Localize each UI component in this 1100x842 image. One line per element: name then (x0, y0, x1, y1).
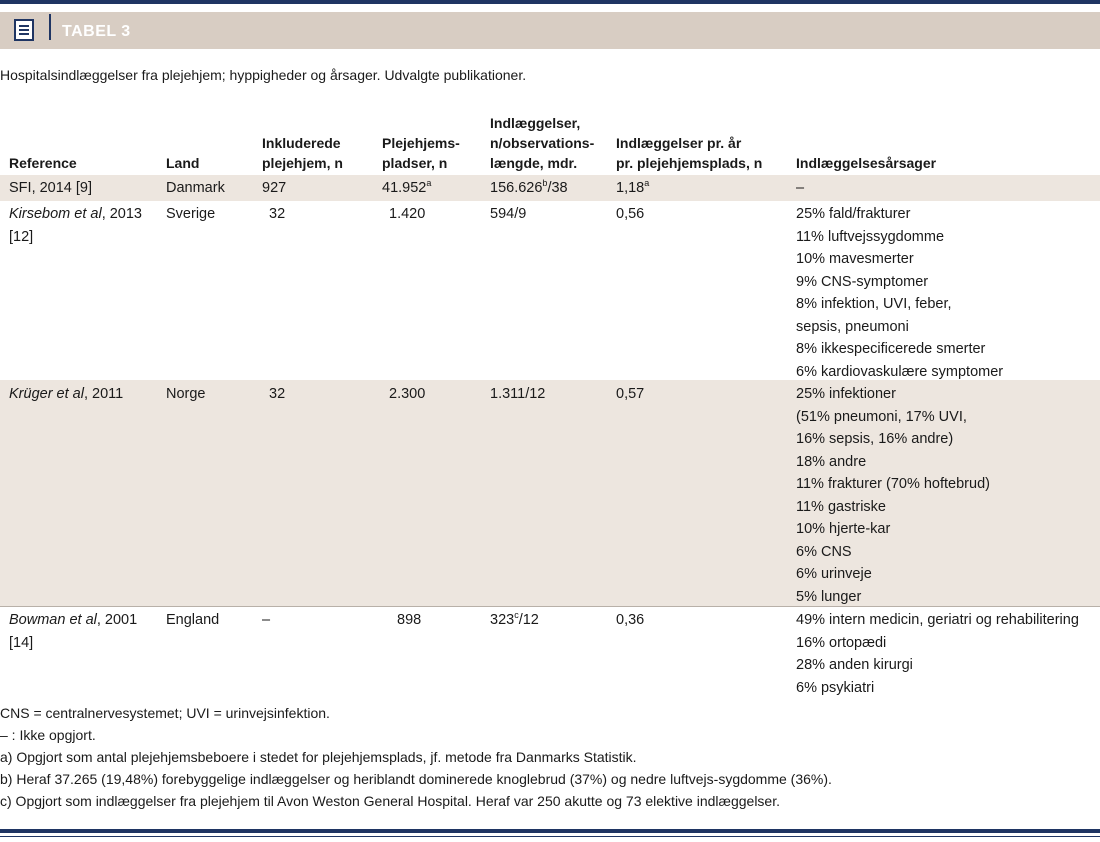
cell-land: Sverige (166, 206, 216, 222)
footnote-a: a) Opgjort som antal plejehjemsbeboere i stedet for plejehjemsplads, jf. metode fra Danmarks Statistik. (0, 749, 637, 765)
cell-inkluderede: 32 (269, 386, 286, 402)
cell-land: England (166, 612, 220, 628)
header-indl-line1: Indlæggelser, (490, 115, 581, 131)
cell-aarsager: 25% fald/frakturer 11% luftvejssygdomme 10% mavesmerter 9% CNS-symptomer 8% infektion, UVI, feber, sepsis, pneumoni 8% ikkespecificerede smerter 6% kardiovaskulære symptomer (796, 206, 1004, 380)
header-inkluderede (262, 133, 343, 173)
cell-aarsager: 49% intern medicin, geriatri og rehabilitering 16% ortopædi 28% anden kirurgi 6% psykiatri (796, 612, 1079, 696)
footnote-c: c) Opgjort som indlæggelser fra plejehjem til Avon Weston General Hospital. Heraf var 250 akutte og 73 elektive indlæggelser. (0, 793, 781, 809)
footnote-b: b) Heraf 37.265 (19,48%) forebyggelige indlæggelser og heriblandt dominerede knoglebrud (37%) og nedre luftvejs-sygdomme (36%). (0, 771, 832, 787)
bottom-rule (0, 829, 1100, 833)
cell-pladser: 898 (397, 612, 422, 628)
top-rule (0, 0, 1100, 4)
header-pladser (382, 133, 460, 173)
cell-reference: Krüger et al, 2011 (9, 386, 124, 402)
header-land: Land (166, 155, 200, 171)
cell-inkluderede: – (262, 612, 271, 628)
cell-pr-aar: 0,36 (616, 612, 645, 628)
cell-reference: Bowman et al, 2001 [14] (9, 612, 138, 651)
document-icon (14, 19, 34, 41)
header-inkluderede-line1: Inkluderede (262, 135, 341, 151)
header-prar-line2: pr. plejehjemsplads, n (616, 155, 763, 171)
header-aarsager: Indlæggelsesårsager (796, 155, 937, 171)
cell-pr-aar: 0,56 (616, 206, 645, 222)
cell-reference: SFI, 2014 [9] (9, 180, 93, 196)
header-indl-line2: n/observations- (490, 135, 595, 151)
cell-pr-aar: 0,57 (616, 386, 645, 402)
cell-pr-aar: 1,18$^a$ (616, 178, 650, 196)
cell-indlaeggelser: 594/9 (490, 206, 527, 222)
header-indl-line3: længde, mdr. (490, 155, 578, 171)
bottom-rule-thin (0, 836, 1100, 837)
header-indlaeggelser (490, 113, 594, 173)
header-inkluderede-line2: plejehjem, n (262, 155, 343, 171)
header-pladser-line2: pladser, n (382, 155, 448, 171)
cell-aarsager: 25% infektioner (51% pneumoni, 17% UVI, 16% sepsis, 16% andre) 18% andre 11% frakturer (70% hoftebrud) 11% gastriske 10% hjerte-kar 6% CNS 6% urinveje 5% lunger (796, 386, 990, 605)
cell-land: Danmark (166, 180, 225, 196)
cell-pladser: 41.952$^a$ (382, 178, 432, 196)
cell-reference: Kirsebom et al, 2013 [12] (9, 206, 143, 245)
icon-separator (49, 14, 51, 40)
cell-pladser: 1.420 (389, 206, 426, 222)
table-label: TABEL 3 (62, 23, 131, 40)
cell-indlaeggelser: 1.311/12 (490, 386, 546, 402)
cell-land: Norge (166, 386, 206, 402)
cell-inkluderede: 32 (269, 206, 286, 222)
header-pladser-line1: Plejehjems- (382, 135, 460, 151)
cell-inkluderede: 927 (262, 180, 287, 196)
cell-aarsager: – (796, 180, 805, 196)
header-pr-aar (616, 133, 762, 173)
footnote-abbreviations: CNS = centralnervesystemet; UVI = urinvejsinfektion. (0, 705, 330, 721)
footnote-dash: – : Ikke opgjort. (0, 727, 96, 743)
cell-indlaeggelser: 156.626$^b$/38 (490, 178, 568, 196)
table-caption: Hospitalsindlæggelser fra plejehjem; hyppigheder og årsager. Udvalgte publikationer. (0, 67, 527, 83)
cell-pladser: 2.300 (389, 386, 426, 402)
cell-indlaeggelser: 323$^c$/12 (490, 610, 539, 628)
header-reference: Reference (9, 155, 77, 171)
header-prar-line1: Indlæggelser pr. år (616, 135, 742, 151)
table-header-band (0, 12, 1100, 49)
